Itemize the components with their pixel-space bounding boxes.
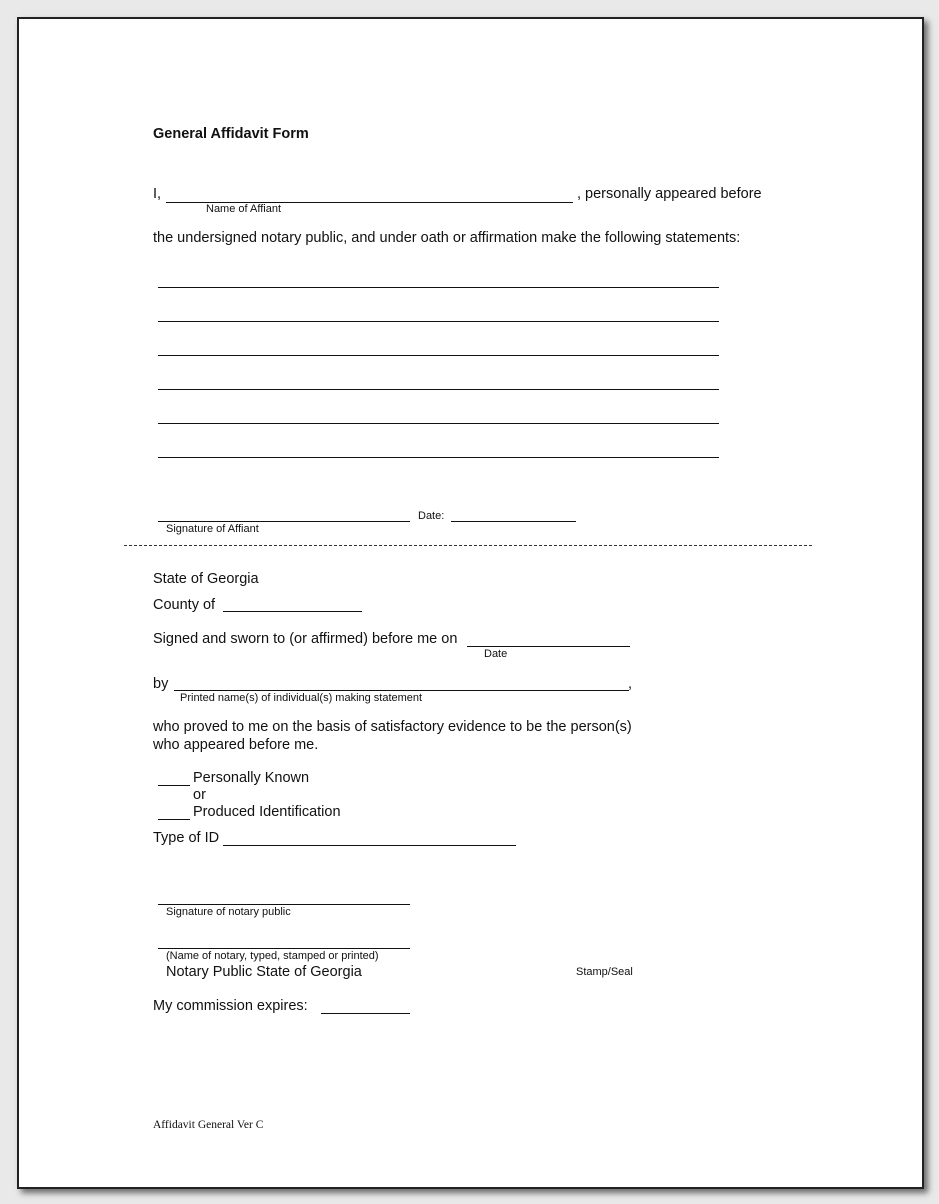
- stamp-seal-label: Stamp/Seal: [576, 966, 633, 978]
- sworn-date-field[interactable]: [467, 646, 630, 647]
- affiant-name-caption: Name of Affiant: [206, 203, 282, 215]
- notary-name-field[interactable]: [158, 948, 410, 949]
- county-label: County of: [153, 597, 216, 613]
- type-of-id-field[interactable]: [223, 845, 516, 846]
- sworn-text: Signed and sworn to (or affirmed) before me on: [153, 631, 458, 647]
- statement-line[interactable]: [158, 321, 719, 322]
- type-of-id-label: Type of ID: [153, 830, 220, 846]
- state-text: State of Georgia: [153, 571, 259, 587]
- notary-signature-caption: Signature of notary public: [166, 906, 291, 918]
- printed-name-field[interactable]: [174, 690, 629, 691]
- printed-name-caption: Printed name(s) of individual(s) making statement: [180, 692, 423, 704]
- form-title: General Affidavit Form: [153, 126, 309, 142]
- county-field[interactable]: [223, 611, 362, 612]
- by-suffix: ,: [628, 676, 633, 692]
- notary-name-caption: (Name of notary, typed, stamped or printed): [166, 950, 379, 962]
- statement-line[interactable]: [158, 457, 719, 458]
- statement-line[interactable]: [158, 355, 719, 356]
- personally-known-checkbox[interactable]: [158, 785, 190, 786]
- signature-date-field[interactable]: [451, 521, 576, 522]
- sworn-date-caption: Date: [484, 648, 508, 660]
- statement-intro: the undersigned notary public, and under oath or affirmation make the following statements:: [153, 230, 741, 246]
- affiant-suffix: , personally appeared before: [577, 186, 762, 202]
- statement-line[interactable]: [158, 423, 719, 424]
- evidence-line-1: who proved to me on the basis of satisfactory evidence to be the person(s): [153, 719, 632, 735]
- or-text: or: [193, 787, 206, 803]
- commission-label: My commission expires:: [153, 998, 308, 1014]
- statement-line[interactable]: [158, 389, 719, 390]
- footer-version: Affidavit General Ver C: [153, 1119, 264, 1131]
- produced-id-label: Produced Identification: [193, 804, 341, 820]
- cut-divider: [124, 545, 812, 546]
- personally-known-label: Personally Known: [193, 770, 310, 786]
- statement-line[interactable]: [158, 287, 719, 288]
- evidence-line-2: who appeared before me.: [153, 737, 319, 753]
- produced-id-checkbox[interactable]: [158, 819, 190, 820]
- affiant-prefix: I,: [153, 186, 162, 202]
- by-label: by: [153, 676, 169, 692]
- commission-date-field[interactable]: [321, 1013, 410, 1014]
- notary-title: Notary Public State of Georgia: [166, 964, 362, 980]
- affidavit-page: [17, 17, 924, 1189]
- affiant-signature-caption: Signature of Affiant: [166, 523, 259, 535]
- signature-date-label: Date:: [418, 510, 445, 522]
- affiant-signature-field[interactable]: [158, 521, 410, 522]
- notary-signature-field[interactable]: [158, 904, 410, 905]
